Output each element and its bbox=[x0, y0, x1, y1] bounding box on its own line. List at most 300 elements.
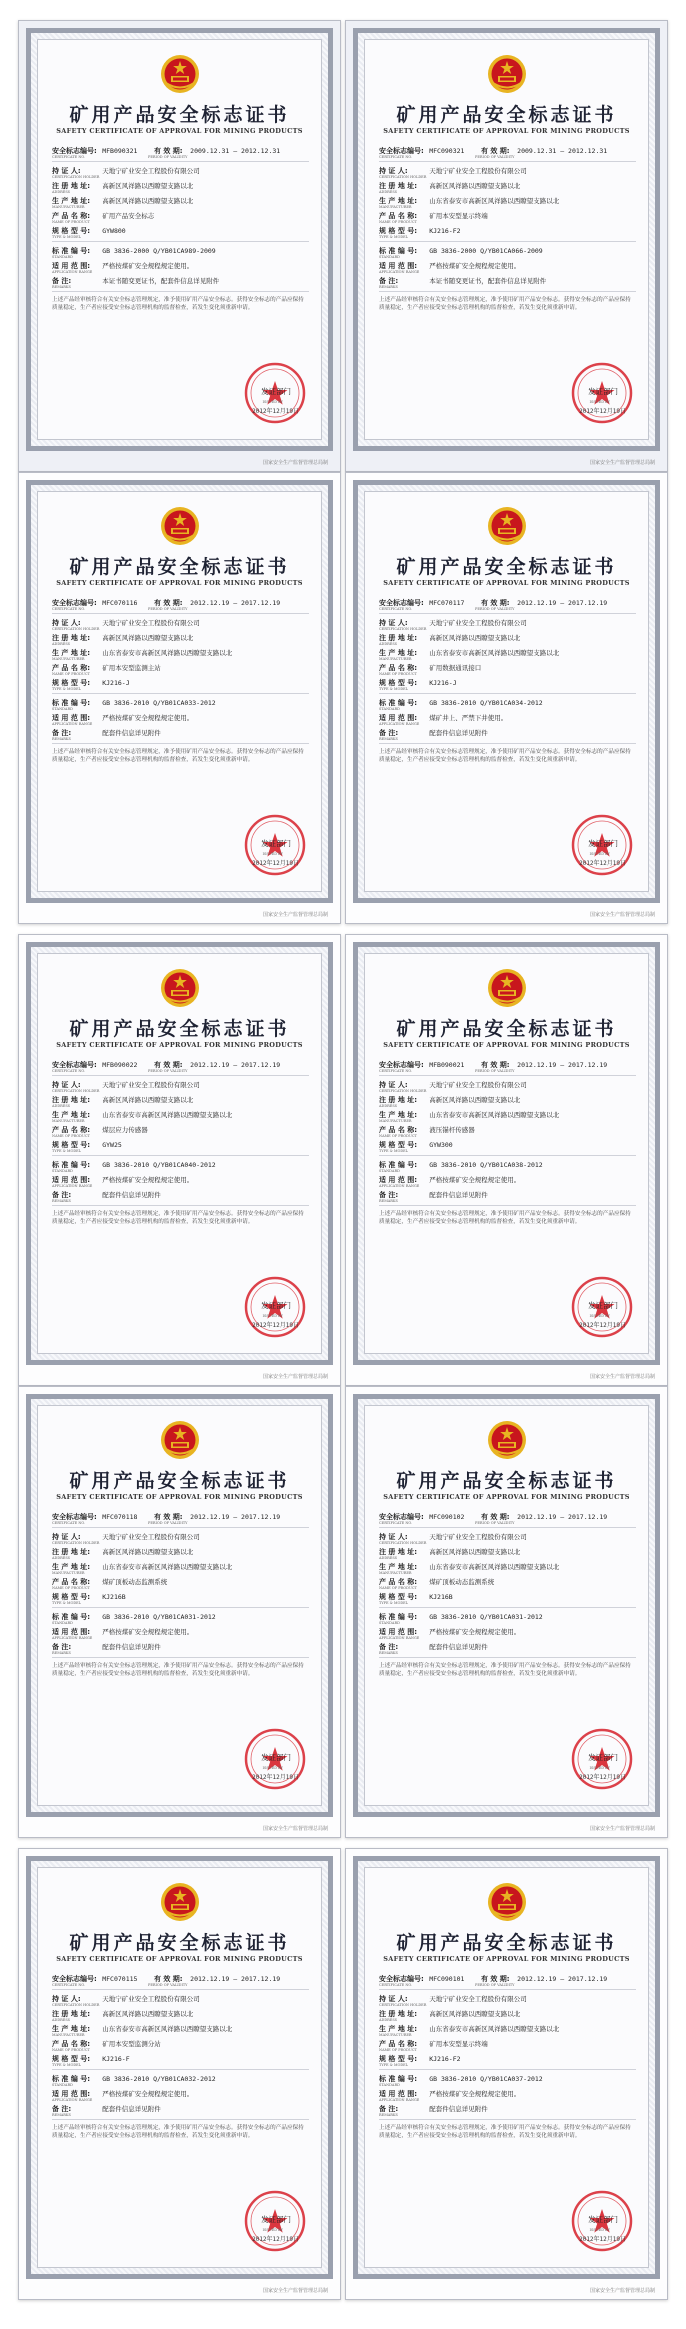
remarks-label: 备 注: bbox=[379, 1643, 399, 1651]
scope-value: 严格按煤矿安全规程规定使用。 bbox=[102, 1628, 194, 1636]
manufacturer-label-en: MANUFACTURER bbox=[52, 1119, 85, 1123]
scope-value: 严格按煤矿安全规程规定使用。 bbox=[102, 714, 194, 722]
address-label: 注 册 地 址: bbox=[52, 182, 91, 190]
cert-no-label-en: CERTIFICATE NO. bbox=[52, 607, 86, 611]
scope-value: 严格按煤矿安全规程规定使用。 bbox=[102, 2090, 194, 2098]
issuer-label: 发证部门 bbox=[588, 387, 618, 396]
standard-row bbox=[379, 1612, 636, 1622]
cert-no-label: 安全标志编号: bbox=[379, 1061, 424, 1069]
footer-text: 国家安全生产监督管理总局制 bbox=[589, 1826, 655, 1832]
standard-label-en: STANDARD bbox=[52, 255, 73, 259]
manufacturer-label: 生 产 地 址: bbox=[52, 1563, 91, 1571]
certificate-card-7 bbox=[18, 1386, 341, 1838]
scope-value: 煤矿井上、严禁下井使用。 bbox=[429, 714, 508, 722]
standard-label: 标 准 编 号: bbox=[52, 2075, 91, 2083]
address-row bbox=[52, 2009, 309, 2019]
holder-label-en: CERTIFICATION HOLDER bbox=[52, 1541, 100, 1545]
certificate-title: 矿用产品安全标志证书 bbox=[396, 1932, 617, 1954]
manufacturer-value: 山东省泰安市高新区风祥路以西瞭望支路以北 bbox=[429, 1563, 560, 1571]
divider bbox=[52, 693, 309, 694]
holder-label-en: CERTIFICATION HOLDER bbox=[52, 627, 100, 631]
standard-label-en: STANDARD bbox=[52, 2083, 73, 2087]
validity-value: 2012.12.19 — 2017.12.19 bbox=[517, 1975, 608, 1983]
remarks-row bbox=[52, 1642, 309, 1652]
footer-text: 国家安全生产监督管理总局制 bbox=[262, 1826, 328, 1832]
address-value: 高新区风祥路以西瞭望支路以北 bbox=[102, 182, 194, 190]
standard-row bbox=[52, 698, 309, 708]
issue-date: 2012年12月19日 bbox=[252, 2236, 299, 2243]
national-emblem-icon bbox=[160, 1882, 200, 1922]
standard-label-en: STANDARD bbox=[52, 1169, 73, 1173]
product-label: 产 品 名 称: bbox=[52, 1578, 91, 1586]
cert-no-label: 安全标志编号: bbox=[379, 147, 424, 155]
holder-label-en: CERTIFICATION HOLDER bbox=[52, 2003, 100, 2007]
manufacturer-label: 生 产 地 址: bbox=[52, 197, 91, 205]
certificate-body bbox=[37, 1405, 322, 1806]
remarks-value: 配套件信息详见附件 bbox=[429, 2105, 488, 2113]
address-label-en: ADDRESS bbox=[52, 2018, 71, 2022]
notice-text: 上述产品经审核符合有关安全标志管理规定，准予使用矿用产品安全标志。获得安全标志的产品应保持质量稳定，生产者应接受安全标志管理机构的监督检查，若发生变化须重新申请。 bbox=[52, 2125, 304, 2139]
manufacturer-label-en: MANUFACTURER bbox=[379, 657, 412, 661]
certificate-body bbox=[364, 39, 649, 440]
footer-text: 国家安全生产监督管理总局制 bbox=[262, 1374, 328, 1380]
issuer-label-en: ISSUED BY bbox=[262, 2228, 283, 2232]
certificate-subtitle: SAFETY CERTIFICATE OF APPROVAL FOR MINING PRODUCTS bbox=[383, 1041, 630, 1049]
holder-value: 天地宁矿业安全工程股份有限公司 bbox=[102, 1081, 200, 1089]
validity-value: 2012.12.19 — 2017.12.19 bbox=[190, 1513, 281, 1521]
issuer-label-en: ISSUED BY bbox=[262, 400, 283, 404]
divider bbox=[52, 2069, 309, 2070]
standard-row bbox=[52, 1160, 309, 1170]
manufacturer-value: 山东省泰安市高新区风祥路以西瞭望支路以北 bbox=[429, 1111, 560, 1119]
certificate-border bbox=[26, 942, 333, 1365]
certificate-title: 矿用产品安全标志证书 bbox=[396, 1018, 617, 1040]
manufacturer-row bbox=[379, 1110, 636, 1120]
scope-value: 严格按煤矿安全规程规定使用。 bbox=[429, 1628, 521, 1636]
standard-value: GB 3836-2010 Q/YB01CA034-2012 bbox=[429, 699, 543, 707]
holder-label-en: CERTIFICATION HOLDER bbox=[379, 627, 427, 631]
remarks-value: 本证书随变更证书，配套件信息详见附件 bbox=[102, 277, 220, 285]
product-label-en: NAME OF PRODUCT bbox=[52, 672, 90, 676]
holder-label: 持 证 人: bbox=[379, 1533, 408, 1541]
address-label: 注 册 地 址: bbox=[379, 182, 418, 190]
issue-date: 2012年12月19日 bbox=[252, 1774, 299, 1781]
notice-text: 上述产品经审核符合有关安全标志管理规定，准予使用矿用产品安全标志。获得安全标志的产品应保持质量稳定，生产者应接受安全标志管理机构的监督检查，若发生变化须重新申请。 bbox=[52, 297, 304, 311]
address-value: 高新区风祥路以西瞭望支路以北 bbox=[429, 1548, 521, 1556]
holder-label: 持 证 人: bbox=[52, 1995, 81, 2003]
address-row bbox=[52, 181, 309, 191]
divider bbox=[379, 1657, 636, 1658]
remarks-label-en: REMARKS bbox=[52, 1199, 71, 1203]
cert-no-label: 安全标志编号: bbox=[52, 1513, 97, 1521]
product-label-en: NAME OF PRODUCT bbox=[52, 1134, 90, 1138]
certificate-card-10 bbox=[345, 1848, 668, 2300]
manufacturer-label: 生 产 地 址: bbox=[379, 1111, 418, 1119]
certificate-subtitle: SAFETY CERTIFICATE OF APPROVAL FOR MINING PRODUCTS bbox=[383, 127, 630, 135]
address-label-en: ADDRESS bbox=[52, 190, 71, 194]
product-row bbox=[52, 211, 309, 221]
manufacturer-row bbox=[52, 648, 309, 658]
issuer-label-en: ISSUED BY bbox=[589, 2228, 610, 2232]
issuer-label-en: ISSUED BY bbox=[589, 1314, 610, 1318]
standard-label-en: STANDARD bbox=[379, 1169, 400, 1173]
manufacturer-value: 山东省泰安市高新区风祥路以西瞭望支路以北 bbox=[102, 649, 233, 657]
standard-row bbox=[52, 1612, 309, 1622]
address-label: 注 册 地 址: bbox=[52, 634, 91, 642]
standard-value: GB 3836-2010 Q/YB01CA031-2012 bbox=[429, 1613, 543, 1621]
certificate-subtitle: SAFETY CERTIFICATE OF APPROVAL FOR MINING PRODUCTS bbox=[56, 127, 303, 135]
cert-no-value: MFB090021 bbox=[429, 1061, 465, 1069]
divider bbox=[379, 1155, 636, 1156]
scope-value: 严格按煤矿安全规程规定使用。 bbox=[429, 1176, 521, 1184]
issue-date: 2012年12月19日 bbox=[579, 408, 626, 415]
validity-value: 2012.12.19 — 2017.12.19 bbox=[190, 599, 281, 607]
holder-value: 天地宁矿业安全工程股份有限公司 bbox=[102, 167, 200, 175]
issue-date: 2012年12月19日 bbox=[252, 1322, 299, 1329]
cert-no-value: MFB090022 bbox=[102, 1061, 138, 1069]
address-row bbox=[379, 633, 636, 643]
model-label: 规 格 型 号: bbox=[52, 1141, 91, 1149]
certificate-subtitle: SAFETY CERTIFICATE OF APPROVAL FOR MINING PRODUCTS bbox=[383, 1955, 630, 1963]
manufacturer-value: 山东省泰安市高新区风祥路以西瞭望支路以北 bbox=[429, 649, 560, 657]
remarks-label-en: REMARKS bbox=[379, 1199, 398, 1203]
product-label: 产 品 名 称: bbox=[379, 212, 418, 220]
address-label: 注 册 地 址: bbox=[52, 1096, 91, 1104]
issuer-label-en: ISSUED BY bbox=[262, 852, 283, 856]
divider bbox=[52, 241, 309, 242]
divider bbox=[52, 613, 309, 614]
product-value: 煤层应力传感器 bbox=[102, 1126, 148, 1134]
certificate-card-3 bbox=[18, 472, 341, 924]
holder-label-en: CERTIFICATION HOLDER bbox=[52, 1089, 100, 1093]
footer-text: 国家安全生产监督管理总局制 bbox=[262, 2288, 328, 2294]
model-label: 规 格 型 号: bbox=[52, 2055, 91, 2063]
footer-text: 国家安全生产监督管理总局制 bbox=[589, 460, 655, 466]
remarks-row bbox=[52, 1190, 309, 1200]
model-label-en: TYPE & MODEL bbox=[52, 1149, 82, 1153]
validity-label-en: PERIOD OF VALIDITY bbox=[475, 607, 515, 611]
validity-label-en: PERIOD OF VALIDITY bbox=[148, 155, 188, 159]
issuer-label: 发证部门 bbox=[261, 1301, 291, 1310]
holder-label: 持 证 人: bbox=[379, 619, 408, 627]
address-label: 注 册 地 址: bbox=[52, 1548, 91, 1556]
national-emblem-icon bbox=[487, 968, 527, 1008]
model-label: 规 格 型 号: bbox=[52, 1593, 91, 1601]
certificate-subtitle: SAFETY CERTIFICATE OF APPROVAL FOR MINING PRODUCTS bbox=[56, 1955, 303, 1963]
certificate-body bbox=[364, 491, 649, 892]
manufacturer-row bbox=[379, 2024, 636, 2034]
scope-label: 适 用 范 围: bbox=[52, 1176, 91, 1184]
national-emblem-icon bbox=[487, 506, 527, 546]
validity-value: 2012.12.19 — 2017.12.19 bbox=[517, 599, 608, 607]
product-row bbox=[52, 1125, 309, 1135]
remarks-label: 备 注: bbox=[379, 729, 399, 737]
national-emblem-icon bbox=[487, 1882, 527, 1922]
model-row bbox=[52, 2054, 309, 2064]
remarks-label: 备 注: bbox=[52, 1643, 72, 1651]
issue-date: 2012年12月19日 bbox=[579, 1774, 626, 1781]
certificate-subtitle: SAFETY CERTIFICATE OF APPROVAL FOR MINING PRODUCTS bbox=[383, 579, 630, 587]
notice-text: 上述产品经审核符合有关安全标志管理规定，准予使用矿用产品安全标志。获得安全标志的产品应保持质量稳定，生产者应接受安全标志管理机构的监督检查，若发生变化须重新申请。 bbox=[379, 297, 631, 311]
cert-no-label: 安全标志编号: bbox=[379, 599, 424, 607]
national-emblem-icon bbox=[160, 54, 200, 94]
address-value: 高新区风祥路以西瞭望支路以北 bbox=[429, 1096, 521, 1104]
remarks-label-en: REMARKS bbox=[52, 737, 71, 741]
address-label-en: ADDRESS bbox=[52, 1556, 71, 1560]
model-label: 规 格 型 号: bbox=[379, 227, 418, 235]
product-label: 产 品 名 称: bbox=[379, 664, 418, 672]
validity-label-en: PERIOD OF VALIDITY bbox=[148, 1521, 188, 1525]
cert-no-label-en: CERTIFICATE NO. bbox=[379, 607, 413, 611]
model-label-en: TYPE & MODEL bbox=[52, 2063, 82, 2067]
validity-label: 有 效 期: bbox=[153, 1061, 183, 1069]
scope-label-en: APPLICATION RANGE bbox=[379, 722, 420, 726]
cert-no-label-en: CERTIFICATE NO. bbox=[52, 155, 86, 159]
holder-value: 天地宁矿业安全工程股份有限公司 bbox=[429, 1995, 527, 2003]
remarks-label-en: REMARKS bbox=[52, 1651, 71, 1655]
issuer-label-en: ISSUED BY bbox=[589, 852, 610, 856]
remarks-row bbox=[52, 2104, 309, 2114]
certificate-card-5 bbox=[18, 934, 341, 1386]
manufacturer-row bbox=[52, 196, 309, 206]
divider bbox=[379, 1607, 636, 1608]
divider bbox=[52, 2119, 309, 2120]
certificate-border bbox=[353, 942, 660, 1365]
validity-label: 有 效 期: bbox=[153, 1975, 183, 1983]
product-label-en: NAME OF PRODUCT bbox=[379, 2048, 417, 2052]
product-row bbox=[379, 663, 636, 673]
validity-label: 有 效 期: bbox=[480, 599, 510, 607]
scope-label: 适 用 范 围: bbox=[379, 1628, 418, 1636]
cert-no-label: 安全标志编号: bbox=[379, 1513, 424, 1521]
holder-value: 天地宁矿业安全工程股份有限公司 bbox=[102, 1533, 200, 1541]
manufacturer-row bbox=[379, 196, 636, 206]
model-label: 规 格 型 号: bbox=[379, 1593, 418, 1601]
issuer-label: 发证部门 bbox=[261, 1753, 291, 1762]
holder-value: 天地宁矿业安全工程股份有限公司 bbox=[102, 1995, 200, 2003]
national-emblem-icon bbox=[160, 968, 200, 1008]
remarks-label: 备 注: bbox=[52, 277, 72, 285]
scope-label-en: APPLICATION RANGE bbox=[379, 1184, 420, 1188]
certificate-subtitle: SAFETY CERTIFICATE OF APPROVAL FOR MINING PRODUCTS bbox=[56, 579, 303, 587]
manufacturer-value: 山东省泰安市高新区风祥路以西瞭望支路以北 bbox=[102, 2025, 233, 2033]
notice-text: 上述产品经审核符合有关安全标志管理规定，准予使用矿用产品安全标志。获得安全标志的产品应保持质量稳定，生产者应接受安全标志管理机构的监督检查，若发生变化须重新申请。 bbox=[379, 1211, 631, 1225]
certificate-card-4 bbox=[345, 472, 668, 924]
manufacturer-label: 生 产 地 址: bbox=[379, 1563, 418, 1571]
certificate-title: 矿用产品安全标志证书 bbox=[69, 1932, 290, 1954]
divider bbox=[52, 1989, 309, 1990]
cert-no-label: 安全标志编号: bbox=[52, 1061, 97, 1069]
standard-label-en: STANDARD bbox=[379, 255, 400, 259]
model-value: GYW300 bbox=[429, 1141, 453, 1149]
model-row bbox=[379, 1592, 636, 1602]
product-row bbox=[379, 1577, 636, 1587]
scope-value: 严格按煤矿安全规程规定使用。 bbox=[429, 262, 521, 270]
national-emblem-icon bbox=[160, 506, 200, 546]
address-row bbox=[52, 1547, 309, 1557]
address-row bbox=[379, 181, 636, 191]
certificate-title: 矿用产品安全标志证书 bbox=[396, 1470, 617, 1492]
certificate-border bbox=[353, 480, 660, 903]
scope-label-en: APPLICATION RANGE bbox=[52, 270, 93, 274]
standard-value: GB 3836-2010 Q/YB01CA037-2012 bbox=[429, 2075, 543, 2083]
divider bbox=[52, 1155, 309, 1156]
divider bbox=[379, 613, 636, 614]
product-row bbox=[379, 211, 636, 221]
standard-value: GB 3836-2010 Q/YB01CA033-2012 bbox=[102, 699, 216, 707]
address-row bbox=[52, 633, 309, 643]
remarks-label-en: REMARKS bbox=[52, 2113, 71, 2117]
model-label: 规 格 型 号: bbox=[379, 679, 418, 687]
divider bbox=[379, 241, 636, 242]
scope-label: 适 用 范 围: bbox=[52, 1628, 91, 1636]
issuer-label-en: ISSUED BY bbox=[589, 1766, 610, 1770]
model-label: 规 格 型 号: bbox=[379, 2055, 418, 2063]
product-label-en: NAME OF PRODUCT bbox=[379, 672, 417, 676]
product-value: 矿用本安型显示终端 bbox=[429, 212, 488, 220]
product-value: 矿用产品安全标志 bbox=[102, 212, 155, 220]
model-value: KJ216-J bbox=[429, 679, 457, 687]
standard-value: GB 3836-2010 Q/YB01CA040-2012 bbox=[102, 1161, 216, 1169]
standard-label: 标 准 编 号: bbox=[52, 1161, 91, 1169]
standard-label: 标 准 编 号: bbox=[379, 247, 418, 255]
model-value: KJ216B bbox=[102, 1593, 126, 1601]
cert-no-value: MFC070117 bbox=[429, 599, 465, 607]
issuer-label-en: ISSUED BY bbox=[589, 400, 610, 404]
cert-no-value: MFC070115 bbox=[102, 1975, 138, 1983]
address-label-en: ADDRESS bbox=[379, 642, 398, 646]
model-row bbox=[52, 1140, 309, 1150]
holder-value: 天地宁矿业安全工程股份有限公司 bbox=[102, 619, 200, 627]
scope-label-en: APPLICATION RANGE bbox=[379, 270, 420, 274]
remarks-label: 备 注: bbox=[52, 729, 72, 737]
scope-label-en: APPLICATION RANGE bbox=[52, 722, 93, 726]
product-label-en: NAME OF PRODUCT bbox=[379, 1586, 417, 1590]
issue-date: 2012年12月19日 bbox=[579, 1322, 626, 1329]
certificate-card-2 bbox=[345, 20, 668, 472]
divider bbox=[379, 693, 636, 694]
holder-label: 持 证 人: bbox=[379, 1995, 408, 2003]
manufacturer-label-en: MANUFACTURER bbox=[52, 205, 85, 209]
address-row bbox=[52, 1095, 309, 1105]
divider bbox=[379, 1989, 636, 1990]
notice-text: 上述产品经审核符合有关安全标志管理规定，准予使用矿用产品安全标志。获得安全标志的产品应保持质量稳定，生产者应接受安全标志管理机构的监督检查，若发生变化须重新申请。 bbox=[52, 749, 304, 763]
product-label-en: NAME OF PRODUCT bbox=[52, 220, 90, 224]
validity-label-en: PERIOD OF VALIDITY bbox=[148, 607, 188, 611]
divider bbox=[52, 1075, 309, 1076]
model-value: KJ216B bbox=[429, 1593, 453, 1601]
manufacturer-label: 生 产 地 址: bbox=[379, 2025, 418, 2033]
certificate-title: 矿用产品安全标志证书 bbox=[69, 1470, 290, 1492]
holder-label: 持 证 人: bbox=[52, 167, 81, 175]
standard-value: GB 3836-2010 Q/YB01CA031-2012 bbox=[102, 1613, 216, 1621]
product-row bbox=[379, 2039, 636, 2049]
remarks-label: 备 注: bbox=[379, 1191, 399, 1199]
certificate-body bbox=[364, 953, 649, 1354]
national-emblem-icon bbox=[487, 1420, 527, 1460]
scope-label: 适 用 范 围: bbox=[52, 714, 91, 722]
scope-value: 严格按煤矿安全规程规定使用。 bbox=[429, 2090, 521, 2098]
certificate-title: 矿用产品安全标志证书 bbox=[69, 1018, 290, 1040]
model-row bbox=[52, 226, 309, 236]
holder-value: 天地宁矿业安全工程股份有限公司 bbox=[429, 619, 527, 627]
validity-label-en: PERIOD OF VALIDITY bbox=[475, 1069, 515, 1073]
cert-no-value: MFC070118 bbox=[102, 1513, 138, 1521]
remarks-label: 备 注: bbox=[379, 2105, 399, 2113]
model-label-en: TYPE & MODEL bbox=[52, 1601, 82, 1605]
manufacturer-label: 生 产 地 址: bbox=[52, 649, 91, 657]
address-label: 注 册 地 址: bbox=[379, 2010, 418, 2018]
standard-value: GB 3836-2010 Q/YB01CA032-2012 bbox=[102, 2075, 216, 2083]
certificate-body bbox=[37, 491, 322, 892]
address-row bbox=[379, 1095, 636, 1105]
validity-label: 有 效 期: bbox=[153, 1513, 183, 1521]
model-label: 规 格 型 号: bbox=[52, 679, 91, 687]
scope-label-en: APPLICATION RANGE bbox=[52, 2098, 93, 2102]
product-value: 煤矿顶板动态监测系统 bbox=[429, 1578, 495, 1586]
cert-no-label-en: CERTIFICATE NO. bbox=[52, 1521, 86, 1525]
standard-value: GB 3836-2000 Q/YB01CA066-2009 bbox=[429, 247, 543, 255]
validity-value: 2012.12.19 — 2017.12.19 bbox=[190, 1061, 281, 1069]
certificate-card-6 bbox=[345, 934, 668, 1386]
cert-no-value: MFC070116 bbox=[102, 599, 138, 607]
manufacturer-label: 生 产 地 址: bbox=[379, 649, 418, 657]
divider bbox=[379, 1075, 636, 1076]
product-value: 矿用本安型监测主站 bbox=[102, 664, 161, 672]
notice-text: 上述产品经审核符合有关安全标志管理规定，准予使用矿用产品安全标志。获得安全标志的产品应保持质量稳定，生产者应接受安全标志管理机构的监督检查，若发生变化须重新申请。 bbox=[379, 749, 631, 763]
model-row bbox=[379, 1140, 636, 1150]
issue-date: 2012年12月19日 bbox=[579, 2236, 626, 2243]
cert-no-label-en: CERTIFICATE NO. bbox=[379, 1521, 413, 1525]
issuer-label: 发证部门 bbox=[261, 387, 291, 396]
standard-label: 标 准 编 号: bbox=[52, 247, 91, 255]
product-value: 液压锚杆传感器 bbox=[429, 1126, 475, 1134]
remarks-row bbox=[379, 1642, 636, 1652]
product-label: 产 品 名 称: bbox=[52, 1126, 91, 1134]
validity-label-en: PERIOD OF VALIDITY bbox=[475, 1521, 515, 1525]
holder-label: 持 证 人: bbox=[52, 619, 81, 627]
cert-no-value: MFC090321 bbox=[429, 147, 465, 155]
standard-label-en: STANDARD bbox=[52, 1621, 73, 1625]
holder-label-en: CERTIFICATION HOLDER bbox=[379, 1089, 427, 1093]
manufacturer-label: 生 产 地 址: bbox=[52, 1111, 91, 1119]
divider bbox=[52, 1527, 309, 1528]
remarks-row bbox=[379, 728, 636, 738]
address-label-en: ADDRESS bbox=[379, 1556, 398, 1560]
cert-no-label-en: CERTIFICATE NO. bbox=[379, 1069, 413, 1073]
issuer-label: 发证部门 bbox=[588, 1753, 618, 1762]
model-value: GYW800 bbox=[102, 227, 126, 235]
footer-text: 国家安全生产监督管理总局制 bbox=[589, 2288, 655, 2294]
address-value: 高新区风祥路以西瞭望支路以北 bbox=[429, 634, 521, 642]
issuer-label: 发证部门 bbox=[588, 1301, 618, 1310]
address-label: 注 册 地 址: bbox=[52, 2010, 91, 2018]
remarks-label: 备 注: bbox=[379, 277, 399, 285]
manufacturer-label-en: MANUFACTURER bbox=[379, 1571, 412, 1575]
divider bbox=[379, 743, 636, 744]
divider bbox=[52, 161, 309, 162]
remarks-value: 配套件信息详见附件 bbox=[429, 729, 488, 737]
manufacturer-label-en: MANUFACTURER bbox=[52, 2033, 85, 2037]
certificate-card-9 bbox=[18, 1848, 341, 2300]
scope-label-en: APPLICATION RANGE bbox=[379, 2098, 420, 2102]
divider bbox=[379, 2069, 636, 2070]
validity-value: 2012.12.19 — 2017.12.19 bbox=[517, 1513, 608, 1521]
cert-no-label: 安全标志编号: bbox=[52, 1975, 97, 1983]
manufacturer-value: 山东省泰安市高新区风祥路以西瞭望支路以北 bbox=[102, 1111, 233, 1119]
certificate-border bbox=[353, 28, 660, 451]
address-value: 高新区风祥路以西瞭望支路以北 bbox=[102, 1096, 194, 1104]
